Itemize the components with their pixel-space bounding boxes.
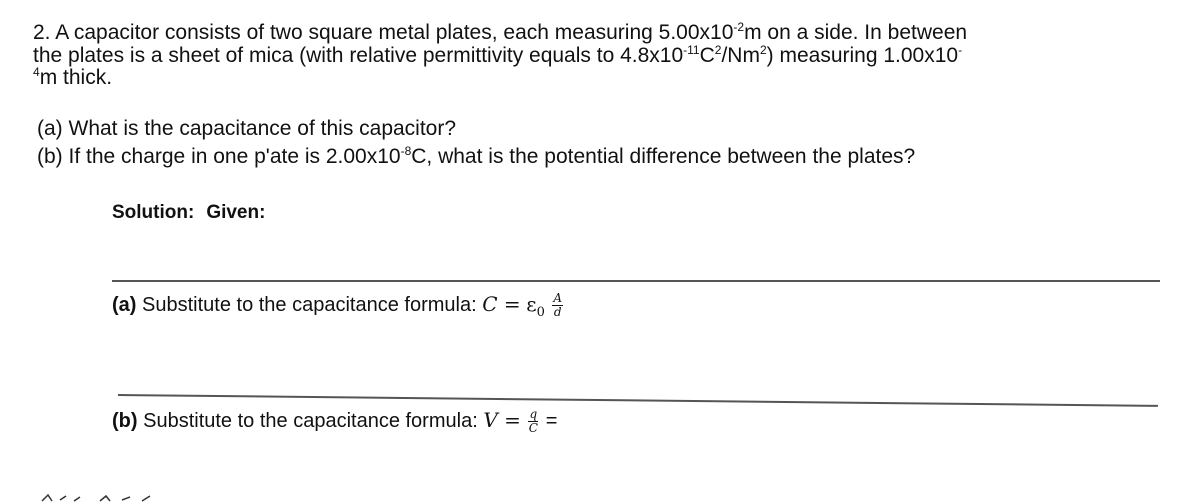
problem-text: m on a side. In between xyxy=(744,21,968,44)
exponent: -8 xyxy=(400,144,412,158)
answer-line xyxy=(118,394,1158,407)
formula-fraction xyxy=(552,292,563,319)
exponent: - xyxy=(958,42,963,57)
exponent: 2 xyxy=(714,42,722,57)
fraction-numerator: q xyxy=(529,407,538,422)
exponent: -11 xyxy=(683,42,700,57)
formula-lhs: C = xyxy=(482,292,521,316)
step-a xyxy=(112,292,565,320)
formula-lhs: V = xyxy=(483,408,521,432)
epsilon: ε xyxy=(526,292,537,316)
problem-line-1 xyxy=(33,22,1168,45)
problem-line-3 xyxy=(33,67,1168,90)
problem-text: C xyxy=(699,43,715,67)
solution-header xyxy=(112,202,277,224)
formula-fraction xyxy=(528,408,538,435)
fraction-denominator: d xyxy=(553,305,562,320)
cropped-text-fragment xyxy=(40,492,190,502)
exponent: 4 xyxy=(33,65,40,79)
problem-text: m thick. xyxy=(39,66,113,89)
problem-text: 2. A capacitor consists of two square metal plates, each measuring 5.00x10 xyxy=(33,21,734,44)
epsilon-subscript: 0 xyxy=(536,305,545,320)
problem-text: the plates is a sheet of mica (with relative permittivity equals to 4.8x10 xyxy=(33,43,684,67)
problem-text: /Nm xyxy=(721,43,760,67)
answer-line xyxy=(112,280,1160,282)
question-b xyxy=(37,145,915,169)
solution-label: Solution: xyxy=(112,202,195,223)
step-text: Substitute to the capacitance formula: xyxy=(143,410,478,432)
step-label: (a) xyxy=(112,294,137,316)
given-label: Given: xyxy=(206,202,266,223)
question-text: (b) If the charge in one p'ate is 2.00x10 xyxy=(37,145,401,168)
step-label: (b) xyxy=(112,410,138,432)
exponent: -2 xyxy=(733,20,745,34)
exponent: 2 xyxy=(759,42,767,57)
step-text: Substitute to the capacitance formula: xyxy=(142,294,477,316)
question-text: C, what is the potential difference between the plates? xyxy=(411,145,916,168)
fraction-denominator: C xyxy=(528,421,538,436)
step-b xyxy=(112,408,557,435)
epsilon-symbol xyxy=(526,292,545,320)
question-a: (a) What is the capacitance of this capacitor? xyxy=(37,117,457,140)
fraction-numerator: A xyxy=(553,291,563,306)
problem-line-2 xyxy=(33,42,1168,68)
problem-statement xyxy=(33,22,1168,90)
equals-sign: = xyxy=(545,410,558,432)
problem-text: ) measuring 1.00x10 xyxy=(766,43,959,67)
